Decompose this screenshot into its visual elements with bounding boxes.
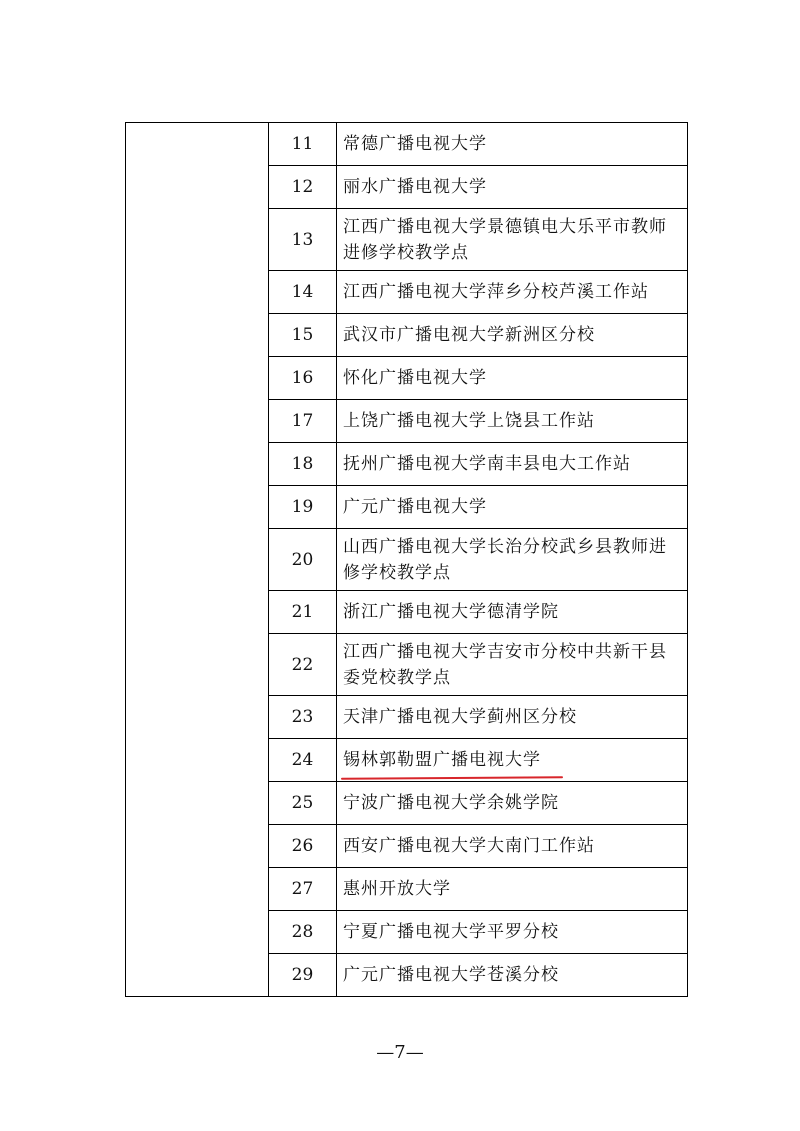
institution-name: 江西广播电视大学景德镇电大乐平市教师进修学校教学点 (337, 209, 688, 271)
institution-name: 江西广播电视大学萍乡分校芦溪工作站 (337, 271, 688, 314)
red-underline-mark (341, 776, 563, 780)
institution-name: 江西广播电视大学吉安市分校中共新干县委党校教学点 (337, 634, 688, 696)
row-number: 20 (269, 529, 337, 591)
institution-name: 宁夏广播电视大学平罗分校 (337, 911, 688, 954)
institution-name: 抚州广播电视大学南丰县电大工作站 (337, 443, 688, 486)
category-cell (126, 123, 269, 997)
row-number: 21 (269, 591, 337, 634)
row-number: 26 (269, 825, 337, 868)
institution-name: 西安广播电视大学大南门工作站 (337, 825, 688, 868)
row-number: 15 (269, 314, 337, 357)
row-number: 29 (269, 954, 337, 997)
row-number: 12 (269, 166, 337, 209)
row-number: 17 (269, 400, 337, 443)
table-body (126, 123, 688, 997)
institution-name: 怀化广播电视大学 (337, 357, 688, 400)
row-number: 14 (269, 271, 337, 314)
row-number: 27 (269, 868, 337, 911)
row-number: 13 (269, 209, 337, 271)
institution-name: 武汉市广播电视大学新洲区分校 (337, 314, 688, 357)
row-number: 24 (269, 739, 337, 782)
row-number: 11 (269, 123, 337, 166)
institution-name: 上饶广播电视大学上饶县工作站 (337, 400, 688, 443)
row-number: 19 (269, 486, 337, 529)
institution-name: 丽水广播电视大学 (337, 166, 688, 209)
institution-name: 广元广播电视大学苍溪分校 (337, 954, 688, 997)
table-row (126, 123, 688, 166)
row-number: 28 (269, 911, 337, 954)
row-number: 18 (269, 443, 337, 486)
institution-name: 锡林郭勒盟广播电视大学 (337, 739, 688, 782)
row-number: 25 (269, 782, 337, 825)
institution-name: 浙江广播电视大学德清学院 (337, 591, 688, 634)
row-number: 22 (269, 634, 337, 696)
institution-name: 惠州开放大学 (337, 868, 688, 911)
institution-name: 天津广播电视大学蓟州区分校 (337, 696, 688, 739)
institution-name: 常德广播电视大学 (337, 123, 688, 166)
institution-name: 山西广播电视大学长治分校武乡县教师进修学校教学点 (337, 529, 688, 591)
row-number: 16 (269, 357, 337, 400)
page-number: —7— (376, 1042, 424, 1063)
row-number: 23 (269, 696, 337, 739)
institution-name: 广元广播电视大学 (337, 486, 688, 529)
institution-table (125, 122, 688, 997)
institution-name: 宁波广播电视大学余姚学院 (337, 782, 688, 825)
